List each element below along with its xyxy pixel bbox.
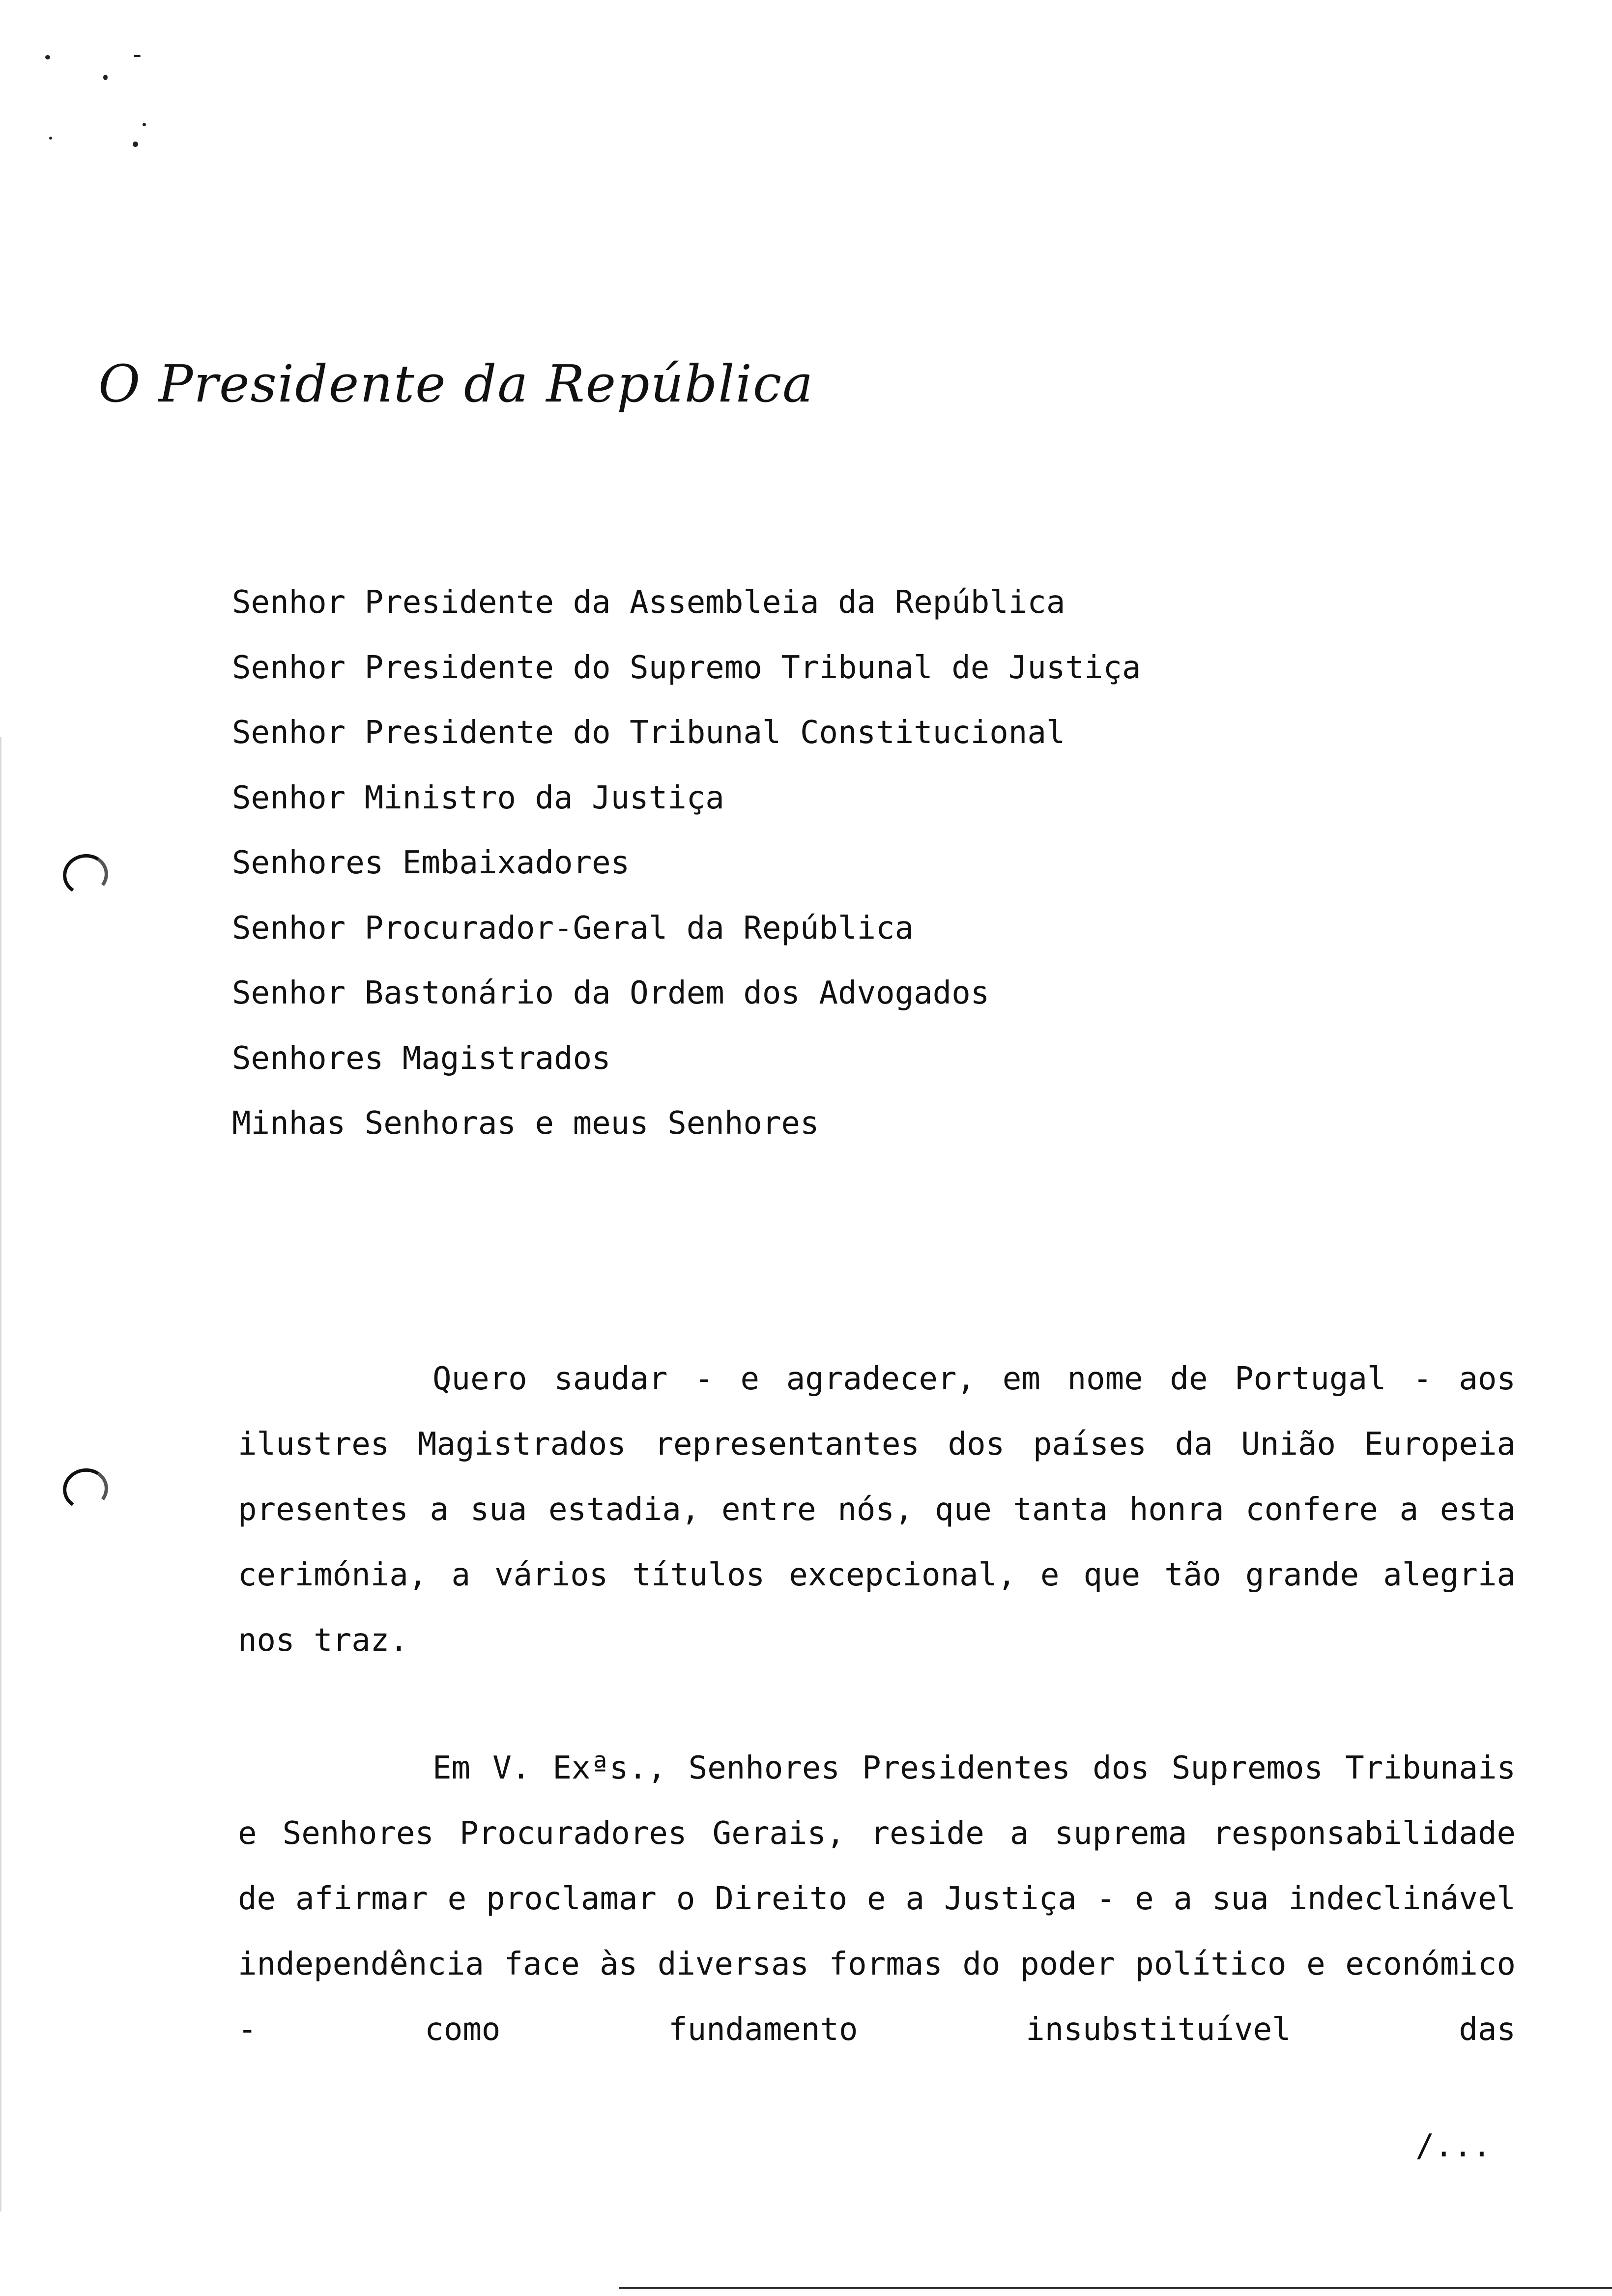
punch-hole [59, 1465, 111, 1514]
scan-speck [133, 142, 138, 147]
salutation-line: Senhor Ministro da Justiça [232, 779, 724, 816]
salutation-line: Senhor Presidente do Supremo Tribunal de Justiça [232, 649, 1141, 686]
scan-speck [45, 55, 50, 59]
salutation-line: Minhas Senhoras e meus Senhores [232, 1105, 819, 1142]
scan-speck [103, 75, 108, 80]
salutation-line: Senhores Embaixadores [232, 845, 630, 881]
salutation-line: Senhores Magistrados [232, 1040, 611, 1077]
scan-speck [143, 123, 146, 126]
salutation-line: Senhor Presidente da Assembleia da República [232, 584, 1065, 621]
continuation-mark: /... [1415, 2128, 1492, 2164]
scan-speck [134, 55, 141, 57]
salutation-list [232, 570, 1141, 1156]
scan-edge-shadow [0, 737, 1, 2211]
scan-speck [49, 137, 52, 140]
letterhead-title: O Presidente da República [98, 354, 814, 414]
body-paragraph-1: Quero saudar - e agradecer, em nome de Portugal - aos ilustres Magistrados representantes dos países da União Europeia presentes a sua estadia, entre nós, que tanta honra confere a esta cerimónia, a vários títulos excepcional, e que tão grande alegria nos traz. [238, 1361, 1516, 1659]
salutation-line: Senhor Bastonário da Ordem dos Advogados [232, 975, 990, 1011]
salutation-line: Senhor Presidente do Tribunal Constitucional [232, 715, 1065, 751]
body-paragraph-2: Em V. Exªs., Senhores Presidentes dos Supremos Tribunais e Senhores Procuradores Gerais, reside a suprema responsabilidade de afirmar e proclamar o Direito e a Justiça - e a sua indeclinável independência face às diversas formas do poder político e económico - como fundamento insubstituível das [238, 1750, 1516, 2048]
page-bottom-edge [619, 2287, 1612, 2289]
punch-hole [59, 851, 111, 899]
salutation-line: Senhor Procurador-Geral da República [232, 910, 914, 947]
